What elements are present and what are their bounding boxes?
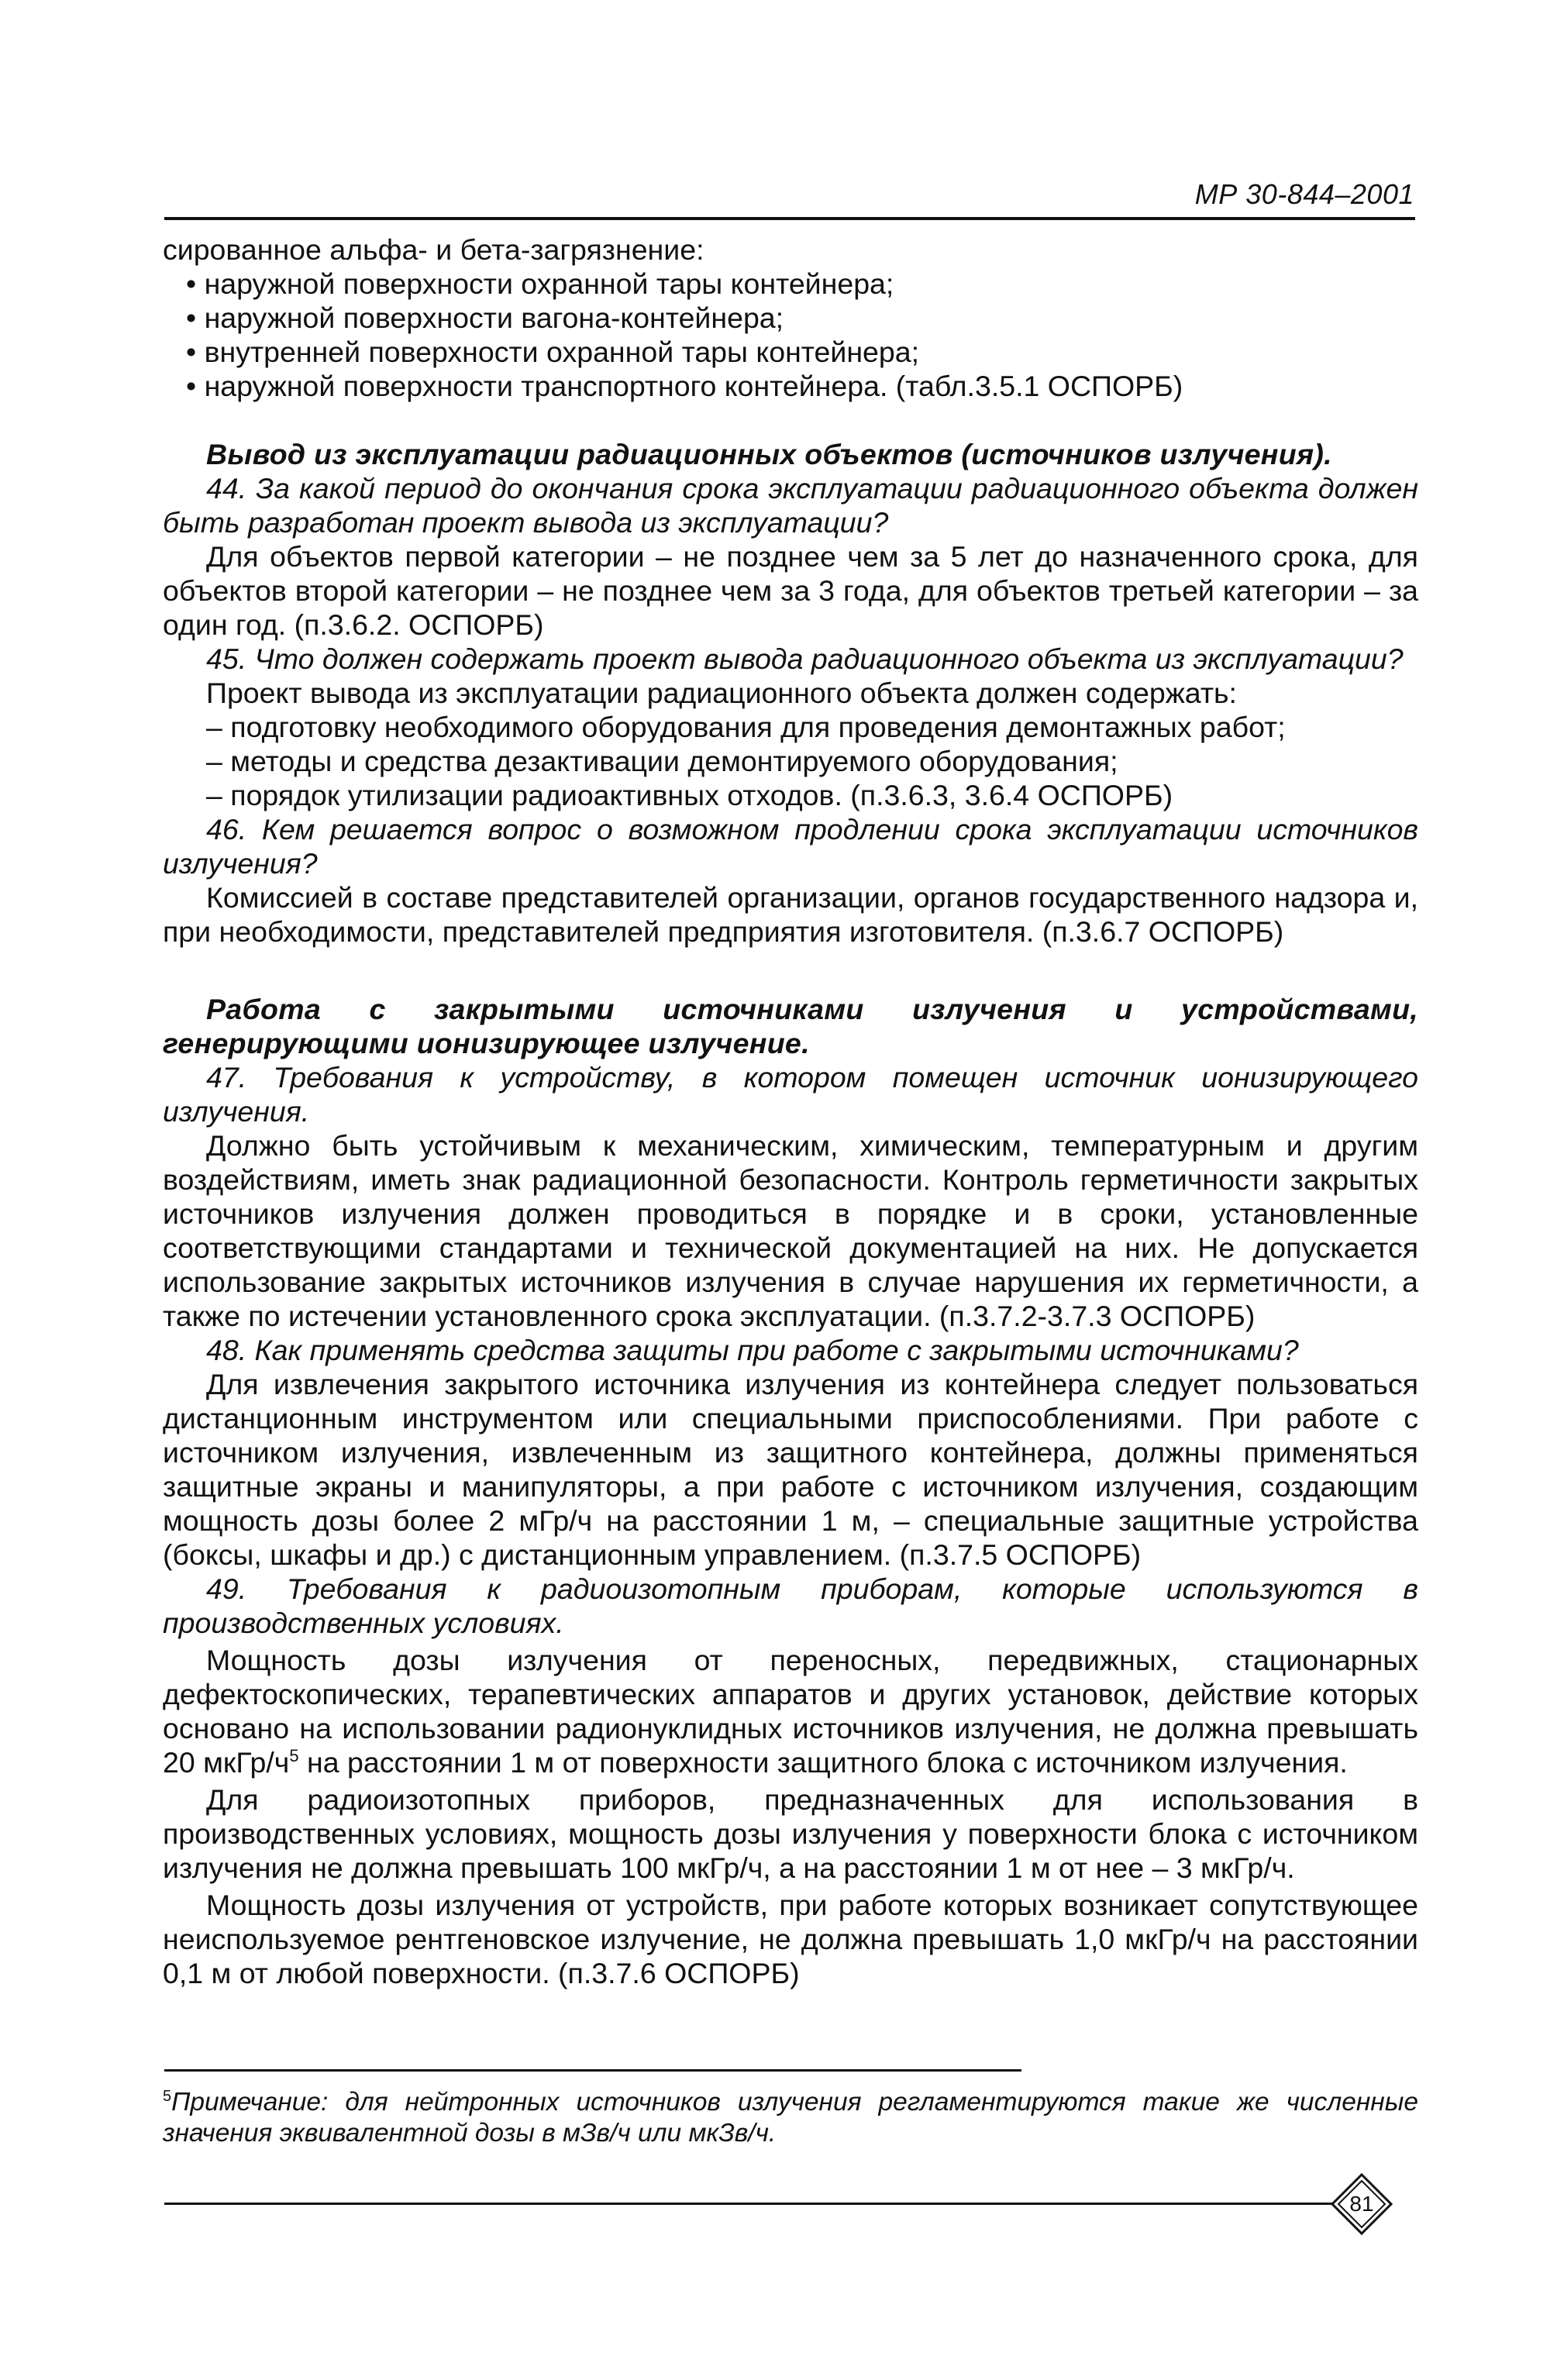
footnote-marker: 5 bbox=[163, 2088, 172, 2105]
question-45: 45. Что должен содержать проект вывода радиационного объекта из эксплуатации? bbox=[206, 642, 1404, 675]
page-number-badge bbox=[1330, 2172, 1393, 2236]
answer-48: Для извлечения закрытого источника излучения из контейнера следует пользоваться дистанционным инструментом или специальными приспособлениями. При работе с источником излучения, извлеченным из защитного контейнера, должны применяться защитные экраны и манипуляторы, а при работе с источником излучения, создающим мощность дозы более 2 мГр/ч на расстоянии 1 м, – специальные защитные устройства (боксы, шкафы и др.) с дистанционным управлением. (п.3.7.5 ОСПОРБ) bbox=[163, 1368, 1418, 1571]
header-rule bbox=[164, 217, 1415, 220]
footnote bbox=[163, 2087, 1418, 2149]
question-48: 48. Как применять средства защиты при работе с закрытыми источниками? bbox=[206, 1334, 1299, 1366]
footnote-rule bbox=[164, 2069, 1021, 2072]
answer-49-p1-tail: на расстоянии 1 м от поверхности защитного блока с источником излучения. bbox=[298, 1746, 1348, 1779]
answer-49-p1-text: Мощность дозы излучения от переносных, передвижных, стационарных дефектоскопических, терапевтических аппаратов и других установок, действие которых основано на использовании радионуклидных источников излучения, не должна превышать 20 мкГр/ч bbox=[163, 1644, 1418, 1779]
footnote-reference[interactable]: 5 bbox=[289, 1746, 299, 1765]
bullet-item: • внутренней поверхности охранной тары контейнера; bbox=[163, 335, 1418, 369]
answer-44: Для объектов первой категории – не позднее чем за 5 лет до назначенного срока, для объектов второй категории – не позднее чем за 3 года, для объектов третьей категории – за один год. (п.3.6.2. ОСПОРБ) bbox=[163, 540, 1418, 641]
answer-45-intro: Проект вывода из эксплуатации радиационного объекта должен содержать: bbox=[206, 677, 1237, 709]
question-47: 47. Требования к устройству, в котором помещен источник ионизирующего излучения. bbox=[163, 1061, 1418, 1128]
answer-49-paragraph-3: Мощность дозы излучения от устройств, при работе которых возникает сопутствующее неиспользуемое рентгеновское излучение, не должна превышать 1,0 мкГр/ч на расстоянии 0,1 м от любой поверхности. (п.3.7.6 ОСПОРБ) bbox=[163, 1889, 1418, 1989]
answer-47: Должно быть устойчивым к механическим, химическим, температурным и другим воздействиям, иметь знак радиационной безопасности. Контроль герметичности закрытых источников излучения должен проводиться в порядке и в сроки, установленные соответствующими стандартами и технической документацией на них. Не допускается использование закрытых источников излучения в случае нарушения их герметичности, а также по истечении установленного срока эксплуатации. (п.3.7.2-3.7.3 ОСПОРБ) bbox=[163, 1129, 1418, 1332]
footer-rule bbox=[164, 2203, 1345, 2205]
answer-49-paragraph-2: Для радиоизотопных приборов, предназначенных для использования в производственных условиях, мощность дозы излучения у поверхности блока с источником излучения не должна превышать 100 мкГр/ч, а на расстоянии 1 м от нее – 3 мкГр/ч. bbox=[163, 1783, 1418, 1884]
section-heading-sealed-sources: Работа с закрытыми источниками излучения и устройствами, генерирующими ионизирующее излучение. bbox=[163, 993, 1418, 1059]
footnote-text: Примечание: для нейтронных источников излучения регламентируются такие же численные значения эквивалентной дозы в мЗв/ч или мкЗв/ч. bbox=[163, 2088, 1418, 2148]
question-49: 49. Требования к радиоизотопным приборам, которые используются в производственных условиях. bbox=[163, 1572, 1418, 1639]
answer-49-paragraph-1 bbox=[163, 1643, 1418, 1779]
question-44: 44. За какой период до окончания срока эксплуатации радиационного объекта должен быть разработан проект вывода из эксплуатации? bbox=[163, 472, 1418, 539]
question-46: 46. Кем решается вопрос о возможном продлении срока эксплуатации источников излучения? bbox=[163, 813, 1418, 880]
answer-45-item: – методы и средства дезактивации демонтируемого оборудования; bbox=[206, 745, 1118, 777]
answer-45-item: – подготовку необходимого оборудования для проведения демонтажных работ; bbox=[206, 711, 1286, 743]
answer-45-item: – порядок утилизации радиоактивных отходов. (п.3.6.3, 3.6.4 ОСПОРБ) bbox=[206, 779, 1173, 811]
bullet-item: • наружной поверхности транспортного контейнера. (табл.3.5.1 ОСПОРБ) bbox=[163, 369, 1418, 403]
bullet-item: • наружной поверхности охранной тары контейнера; bbox=[163, 267, 1418, 301]
section-heading-decommissioning: Вывод из эксплуатации радиационных объектов (источников излучения). bbox=[206, 438, 1332, 470]
intro-line: сированное альфа- и бета-загрязнение: bbox=[163, 233, 704, 266]
answer-46: Комиссией в составе представителей организации, органов государственного надзора и, при необходимости, представителей предприятия изготовителя. (п.3.6.7 ОСПОРБ) bbox=[163, 881, 1418, 948]
page-body bbox=[163, 232, 1418, 1990]
bullet-item: • наружной поверхности вагона-контейнера; bbox=[163, 301, 1418, 335]
page-number: 81 bbox=[1349, 2192, 1374, 2216]
document-code: МР 30-844–2001 bbox=[1194, 178, 1414, 210]
